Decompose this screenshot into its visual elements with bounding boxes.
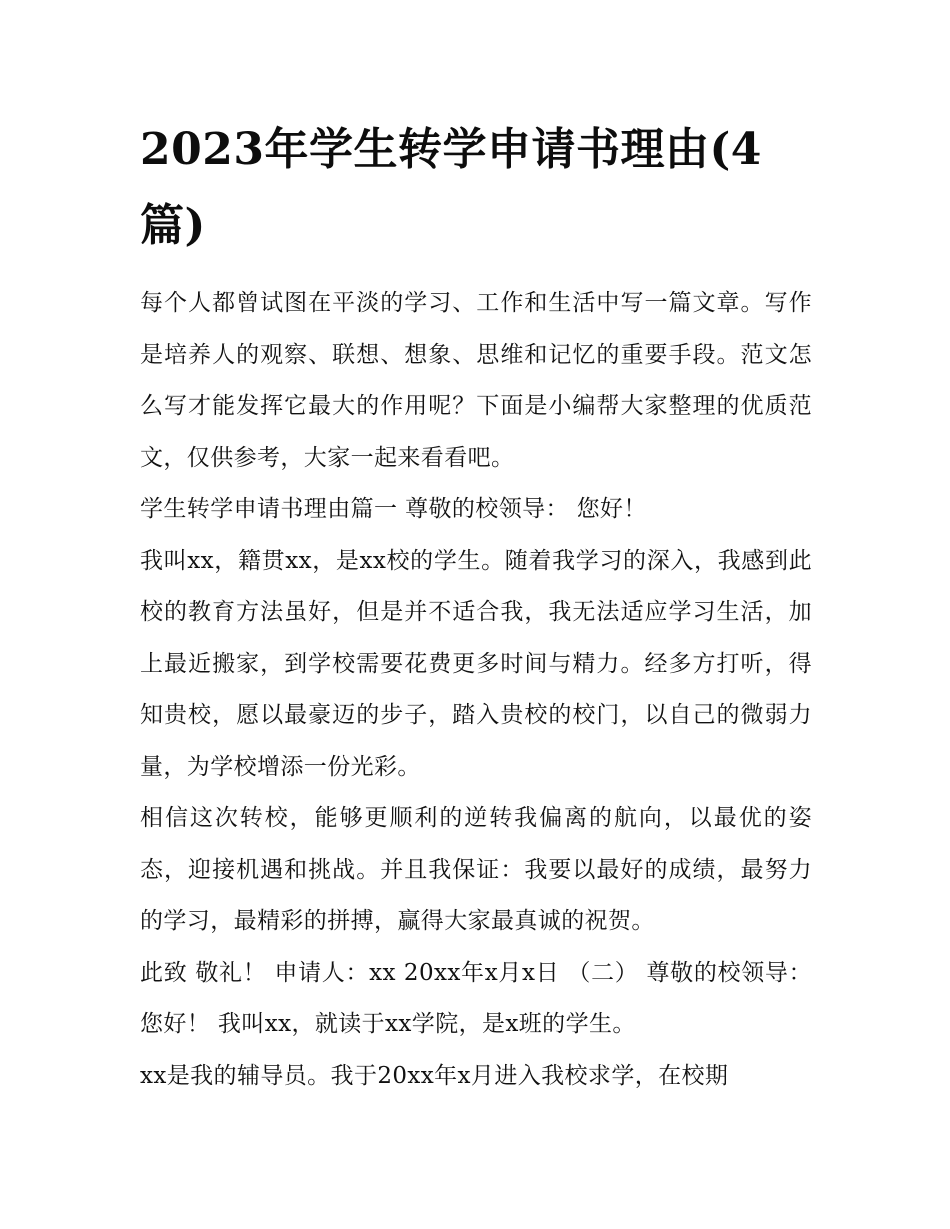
paragraph-closing-and-second-letter: 此致 敬礼！ 申请人：xx 20xx年x月x日 （二） 尊敬的校领导： 您好！ 我叫xx，就读于xx学院，是x班的学生。 (140, 959, 812, 1037)
document-title: 2023年学生转学申请书理由(4篇) (140, 124, 762, 251)
document-content (140, 112, 812, 1102)
paragraph-self-introduction: 我叫xx，籍贯xx，是xx校的学生。随着我学习的深入，我感到此校的教育方法虽好，但是并不适合我，我无法适应学习生活，加上最近搬家，到学校需要花费更多时间与精力。经多方打听，得知贵校，愿以最豪迈的步子，踏入贵校的校门，以自己的微弱力量，为学校增添一份光彩。 (140, 547, 812, 780)
paragraph-commitment: 相信这次转校，能够更顺利的逆转我偏离的航向，以最优的姿态，迎接机遇和挑战。并且我保证：我要以最好的成绩，最努力的学习，最精彩的拼搏，赢得大家最真诚的祝贺。 (140, 805, 812, 934)
paragraph-intro: 每个人都曾试图在平淡的学习、工作和生活中写一篇文章。写作是培养人的观察、联想、想象、思维和记忆的重要手段。范文怎么写才能发挥它最大的作用呢？下面是小编帮大家整理的优质范文，仅供参考，大家一起来看看吧。 (140, 290, 812, 471)
paragraph-continuation: xx是我的辅导员。我于20xx年x月进入我校求学，在校期 (140, 1062, 729, 1089)
paragraph-salutation: 学生转学申请书理由篇一 尊敬的校领导： 您好！ (140, 496, 647, 522)
document-body (140, 278, 812, 1102)
